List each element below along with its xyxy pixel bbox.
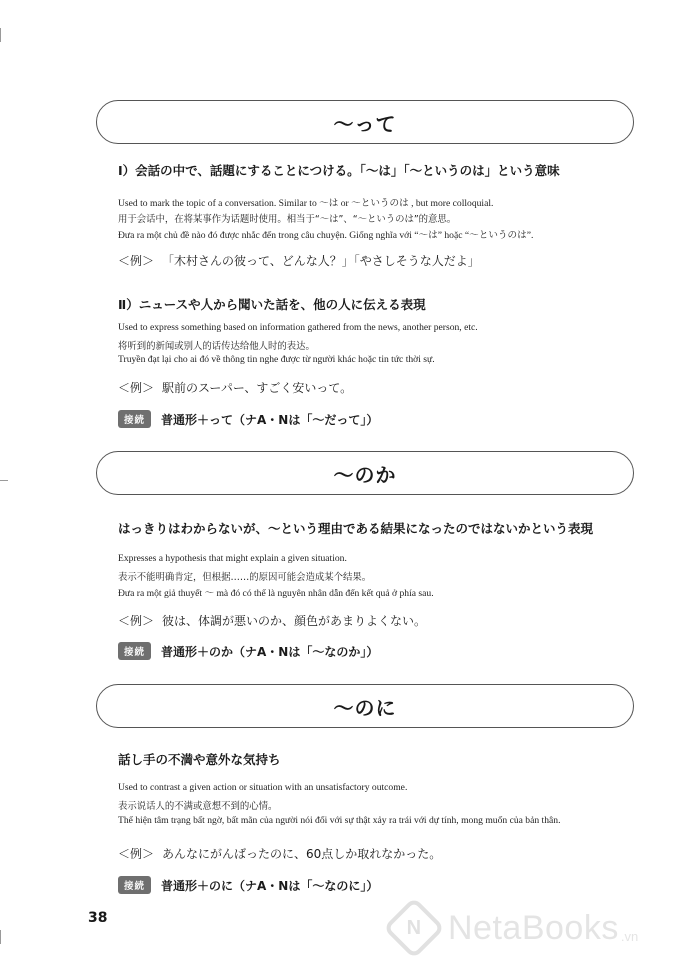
watermark-brand: NetaBooks xyxy=(448,908,619,947)
connection-rule xyxy=(118,876,378,894)
example-sentence xyxy=(118,379,352,396)
example-text: 駅前のスーパー、すごく安いって。 xyxy=(162,381,353,395)
chinese-explanation: 表示说话人的不满或意想不到的心情。 xyxy=(118,801,278,812)
vietnamese-explanation: Thể hiện tâm trạng bất ngờ, bất mãn của người nói đối với sự thật xảy ra trái với dự tính, mong muốn của bản thân. xyxy=(118,815,561,826)
vietnamese-explanation: Đưa ra một giả thuyết ～ mà đó có thể là nguyên nhân dẫn đến kết quả ở phía sau. xyxy=(118,588,434,599)
example-sentence xyxy=(118,845,441,862)
example-text: 「木村さんの彼って、どんな人？」「やさしそうな人だよ」 xyxy=(162,254,480,268)
crop-mark xyxy=(0,930,1,944)
usage-heading: Ⅱ）ニュースや人から聞いた話を、他の人に伝える表現 xyxy=(118,297,426,312)
english-explanation: Expresses a hypothesis that might explain a given situation. xyxy=(118,553,347,564)
connection-rule xyxy=(118,410,378,428)
example-label: ＜例＞ xyxy=(118,847,155,861)
usage-heading: Ⅰ）会話の中で、話題にすることにつける。「～は」「～というのは」という意味 xyxy=(118,163,560,178)
example-text: 彼は、体調が悪いのか、顔色があまりよくない。 xyxy=(162,614,427,628)
crop-mark xyxy=(0,480,8,481)
section-header-noka xyxy=(96,451,634,495)
example-label: ＜例＞ xyxy=(118,381,155,395)
connection-text: 普通形＋のか（ナA・Nは「～なのか」） xyxy=(161,644,379,659)
connection-rule xyxy=(118,642,378,660)
netabooks-logo-icon xyxy=(383,897,445,959)
chinese-explanation: 用于会话中，在将某事作为话题时使用。相当于“～は”、“～というのは”的意思。 xyxy=(118,214,457,225)
vietnamese-explanation: Đưa ra một chủ đề nào đó được nhắc đến trong câu chuyện. Giống nghĩa với “～は” hoặc “～というのは”. xyxy=(118,230,534,241)
connection-badge: 接続 xyxy=(118,642,151,660)
example-label: ＜例＞ xyxy=(118,614,155,628)
example-text: あんなにがんばったのに、60点しか取れなかった。 xyxy=(162,847,442,861)
section-header-noni xyxy=(96,684,634,728)
usage-heading: 話し手の不満や意外な気持ち xyxy=(118,752,281,767)
section-title: ～って xyxy=(333,111,397,136)
crop-mark xyxy=(0,28,1,42)
english-explanation: Used to contrast a given action or situation with an unsatisfactory outcome. xyxy=(118,782,408,793)
section-header-tte xyxy=(96,100,634,144)
example-sentence xyxy=(118,252,480,269)
english-explanation: Used to express something based on information gathered from the news, another person, etc. xyxy=(118,322,478,333)
connection-badge: 接続 xyxy=(118,410,151,428)
example-sentence xyxy=(118,612,426,629)
connection-text: 普通形＋のに（ナA・Nは「～なのに」） xyxy=(161,878,379,893)
section-title: ～のか xyxy=(333,462,397,487)
connection-text: 普通形＋って（ナA・Nは「～だって」） xyxy=(161,412,379,427)
vietnamese-explanation: Truyền đạt lại cho ai đó về thông tin nghe được từ người khác hoặc tin tức thời sự. xyxy=(118,354,435,365)
watermark xyxy=(392,906,638,950)
usage-heading: はっきりはわからないが、～という理由である結果になったのではないかという表現 xyxy=(118,521,594,536)
page-number: 38 xyxy=(88,910,108,926)
section-title: ～のに xyxy=(333,695,397,720)
connection-badge: 接続 xyxy=(118,876,151,894)
example-label: ＜例＞ xyxy=(118,254,155,268)
watermark-suffix: .vn xyxy=(620,929,639,944)
english-explanation: Used to mark the topic of a conversation. Similar to ～は or ～というのは , but more colloquial. xyxy=(118,198,494,209)
chinese-explanation: 表示不能明确肯定，但根据……的原因可能会造成某个结果。 xyxy=(118,572,372,583)
logo-letter: N xyxy=(406,916,422,939)
chinese-explanation: 将听到的新闻或别人的话传达给他人时的表达。 xyxy=(118,341,315,352)
